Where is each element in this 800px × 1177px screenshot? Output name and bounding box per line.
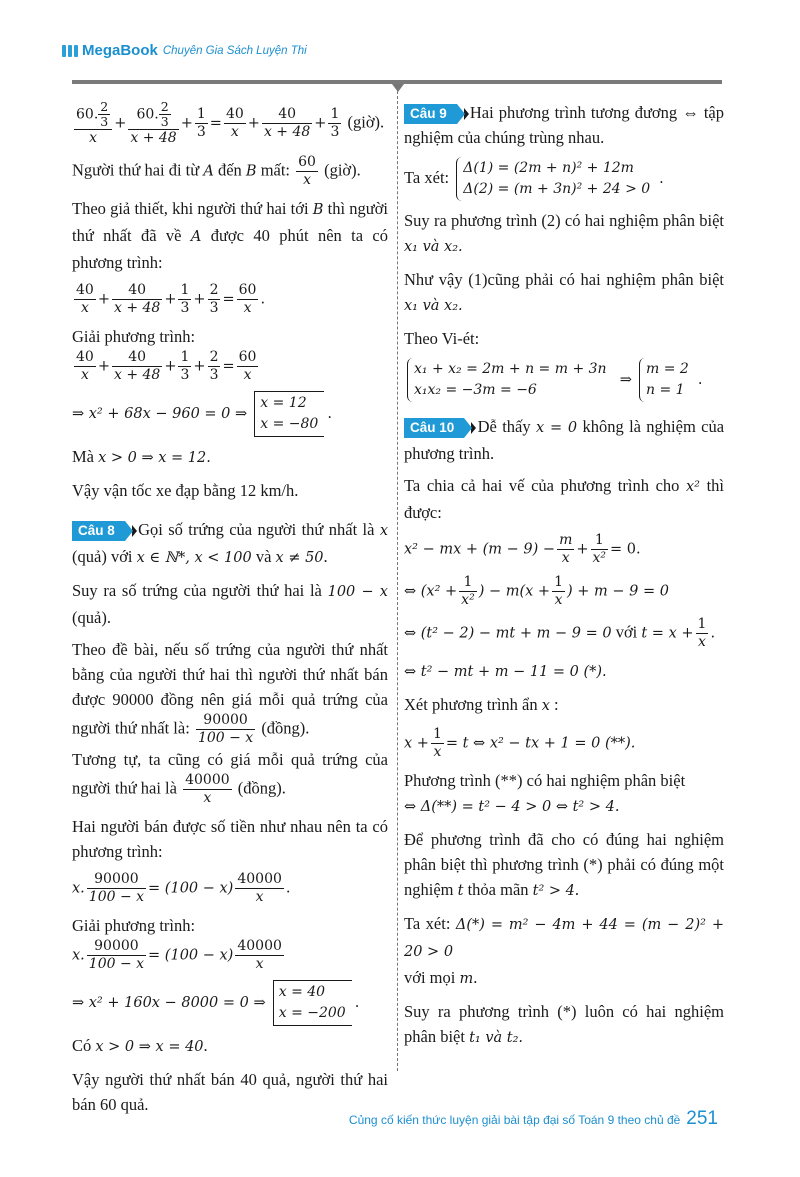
equation-quadratic-1: ⇒ x² + 68x − 960 = 0 ⇒ x = 12 x = −80 . <box>72 391 388 437</box>
cau9-intro: Câu 9 Hai phương trình tương đương ⇔ tập nghiệm của chúng trùng nhau. <box>404 103 725 147</box>
para-assumption: Theo giả thiết, khi người thứ hai tới B thì người thứ nhất đã về A được 40 phút nên ta có phương trình: <box>72 199 389 272</box>
cau9-system: Ta xét: Δ(1) = (2m + n)² + 12m Δ(2) = (m + 3n)² + 24 > 0 . <box>404 157 724 201</box>
logo-icon <box>62 45 78 57</box>
footer-text: Củng cố kiến thức luyện giải bài tập đại số Toán 9 theo chủ đề <box>348 1113 681 1127</box>
equation-money: x. $\frac{90000}{100 - x}$ = (100 − x) $\frac{40000}{x}$ . <box>72 871 291 905</box>
para-pt: Phương trình (**) có hai nghiệm phân biệt <box>404 771 686 790</box>
cau9-badge: Câu 9 <box>404 104 457 124</box>
para-chia: Ta chia cả hai vế của phương trình cho x² thì được: <box>404 476 724 522</box>
para-voi: với mọi m. <box>404 968 478 987</box>
column-divider <box>397 86 398 1071</box>
cau10-intro: Câu 10 Dễ thấy x = 0 không là nghiệm của phương trình. <box>404 417 725 463</box>
vieta-label: Theo Vi-ét: <box>404 329 480 348</box>
cau8-intro: Câu 8 Gọi số trứng của người thứ nhất là x (quả) với x ∈ ℕ*, x < 100 và x ≠ 50. <box>72 520 389 566</box>
footer <box>349 1108 718 1130</box>
para-suyra: Suy ra phương trình (2) có hai nghiệm phân biệt x₁ và x₂. <box>404 211 724 255</box>
para-equal-money: Hai người bán được số tiền như nhau nên ta có phương trình: <box>72 817 388 861</box>
para-nhuvay: Như vậy (1)cũng phải có hai nghiệm phân biệt x₁ và x₂. <box>404 270 724 314</box>
equation-time-sum: 60. $\frac{2}{3}$ x + 60. $\frac{2}{3}$ x + 48 + $\frac{1}{3}$ = $\frac{40}{x}$ + $\frac{40}{x + 48}$ + $\frac{1}{3}$ (giờ). <box>76 99 385 146</box>
vieta-system: x₁ + x₂ = 2m + n = m + 3n x₁x₂ = −3m = −6 ⇒ m = 2 n = 1 . <box>404 358 724 402</box>
page-number: 251 <box>686 1108 718 1129</box>
equation-divided: x² − mx + (m − 9) − $\frac{m}{x}$ + $\frac{1}{\text{x²}}$ = 0. <box>404 532 641 566</box>
para-second-person-time: Người thứ hai đi từ A đến B mất: $\frac{60}{x}$ (giờ). <box>72 154 361 188</box>
para-taxet2: Ta xét: Δ(*) = m² − 4m + 44 = (m − 2)² + 20 > 0 <box>404 914 724 960</box>
brand-tagline: Chuyên Gia Sách Luyện Thi <box>162 44 307 57</box>
equation-grouped: ⇔ (x² + $\frac{1}{\text{x²}}$ ) − m(x + $\frac{1}{x}$ ) + m − 9 = 0 <box>404 574 669 608</box>
para-co: Có x > 0 ⇒ x = 40. <box>72 1036 208 1055</box>
equation-star: ⇔ t² − mt + m − 11 = 0 (*). <box>404 664 607 680</box>
solve-label-2: Giải phương trình: <box>72 916 196 935</box>
para-last: Suy ra phương trình (*) luôn có hai nghiệm phân biệt t₁ và t₂. <box>404 1002 724 1046</box>
equation-double-star: x + $\frac{1}{x}$ = t ⇔ x² − tx + 1 = 0 (**). <box>404 726 636 760</box>
equation-substitute: ⇔ (t² − 2) − mt + m − 9 = 0 với t = x + $\frac{1}{x}$ . <box>404 616 716 650</box>
cau10-badge: Câu 10 <box>404 418 464 438</box>
conclusion-1: Vậy vận tốc xe đạp bằng 12 km/h. <box>72 481 299 500</box>
equation-money-solve: x. $\frac{90000}{100 - x}$ = (100 − x) $\frac{40000}{x}$ <box>72 938 282 972</box>
para-xet: Xét phương trình ẩn x : <box>404 695 559 714</box>
solve-label: Giải phương trình: <box>72 327 196 346</box>
para-second-count: Suy ra số trứng của người thứ hai là 100 − x (quả). <box>72 581 388 627</box>
equation-discriminant: ⇔ Δ(**) = t² − 4 > 0 ⇔ t² > 4. <box>404 799 620 815</box>
equation-main: $\frac{40}{x}$ + $\frac{40}{x + 48}$ + $\frac{1}{3}$ + $\frac{2}{3}$ = $\frac{60}{x}$ . <box>76 282 266 316</box>
brand-name: MegaBook <box>82 42 158 59</box>
para-price-second: Tương tự, ta cũng có giá mỗi quả trứng của người thứ hai là $\frac{40000}{x}$ (đồng). <box>72 750 388 806</box>
para-price-first: Theo đề bài, nếu số trứng của người thứ nhất bằng của người thứ hai thì người thứ nhất bán được 90000 đồng nên giá mỗi quả trứng của người thứ nhất là: $\frac{90000}{100 - x}$ (đồng). <box>72 640 388 746</box>
center-marker <box>392 84 404 92</box>
para-de: Để phương trình đã cho có đúng hai nghiệm phân biệt thì phương trình (*) phải có đúng một nghiệm t thỏa mãn t² > 4. <box>404 830 724 899</box>
left-column <box>72 100 388 1124</box>
conclusion-2: Vậy người thứ nhất bán 40 quả, người thứ hai bán 60 quả. <box>72 1070 388 1114</box>
cau8-badge: Câu 8 <box>72 521 125 541</box>
right-column <box>404 100 724 1058</box>
para-since: Mà x > 0 ⇒ x = 12. <box>72 447 211 466</box>
equation-quadratic-2: ⇒ x² + 160x − 8000 = 0 ⇒ x = 40 x = −200 . <box>72 980 388 1026</box>
header <box>62 42 307 59</box>
equation-solve: $\frac{40}{x}$ + $\frac{40}{x + 48}$ + $\frac{1}{3}$ + $\frac{2}{3}$ = $\frac{60}{x}$ <box>76 349 257 383</box>
